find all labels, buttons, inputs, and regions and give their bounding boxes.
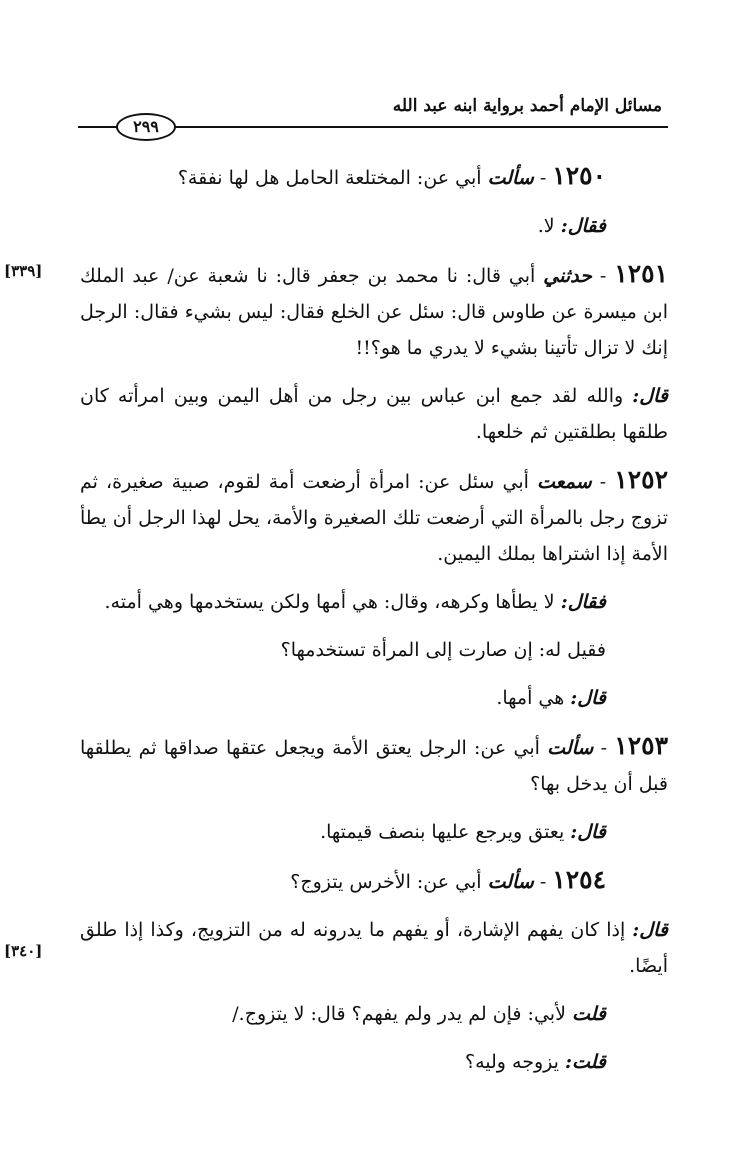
entry-text: هي أمها. [496,687,571,709]
lead-word: حدثني [543,265,592,287]
lead-word: قلت [571,1003,606,1025]
entry-1253 [80,728,668,802]
dash: - [539,871,547,893]
answer-paragraph [80,584,668,620]
lead-word: قال: [632,385,668,407]
page-number: ٢٩٩ [116,113,176,141]
entry-text: أبي سئل عن: امرأة أرضعت أمة لقوم، صبية صغيرة، ثم تزوج رجل بالمرأة التي أرضعت تلك الصغيرة والأمة، يحل لهذا الرجل أن يطأ الأمة إذا اشتراها بملك اليمين. [80,471,668,565]
lead-word: سألت [487,167,534,189]
entry-text: أبي عن: المختلعة الحامل هل لها نفقة؟ [177,167,488,189]
answer-paragraph [80,208,668,244]
lead-word: سألت [547,737,594,759]
lead-word: فقال: [560,215,606,237]
entry-number: ١٢٥٣ [614,731,668,760]
lead-word: قلت: [564,1051,606,1073]
margin-reference: [٣٤٠] [4,942,43,960]
text-body [80,158,668,1092]
answer-paragraph [80,912,668,984]
entry-1251 [80,256,668,366]
question-paragraph [80,632,668,668]
lead-word: قال: [570,687,606,709]
lead-word: قال: [632,919,668,941]
entry-text: لا. [537,215,561,237]
question-paragraph [80,1044,668,1080]
lead-word: قال: [570,821,606,843]
entry-text: والله لقد جمع ابن عباس بين رجل من أهل اليمن وبين امرأته كان طلقها بطلقتين ثم خلعها. [80,385,668,443]
entry-1254 [80,862,668,900]
dash: - [539,167,547,189]
entry-text: فقيل له: إن صارت إلى المرأة تستخدمها؟ [280,639,606,661]
entry-text: يعتق ويرجع عليها بنصف قيمتها. [320,821,571,843]
dash: - [599,471,607,493]
lead-word: فقال: [560,591,606,613]
entry-number: ١٢٥٠ [552,161,606,190]
entry-text: أبي عن: الأخرس يتزوج؟ [290,871,488,893]
question-paragraph [80,996,668,1032]
lead-word: سألت [487,871,534,893]
answer-paragraph [80,680,668,716]
entry-number: ١٢٥١ [614,259,669,288]
entry-1252 [80,462,668,572]
entry-text: أبي قال: نا محمد بن جعفر قال: نا شعبة عن/ عبد الملك ابن ميسرة عن طاوس قال: سئل عن الخلع فقال: ليس بشيء فقال: الرجل إنك لا تزال تأتينا بشيء لا يدري ما هو؟!! [80,265,668,359]
entry-number: ١٢٥٤ [552,865,606,894]
lead-word: سمعت [536,471,592,493]
answer-paragraph [80,814,668,850]
entry-text: إذا كان يفهم الإشارة، أو يفهم ما يدرونه له من التزويج، وكذا إذا طلق أيضًا. [80,919,668,977]
entry-text: يزوجه وليه؟ [465,1051,565,1073]
entry-1250 [80,158,668,196]
dash: - [600,737,608,759]
answer-paragraph [80,378,668,450]
dash: - [599,265,607,287]
margin-reference: [٣٣٩] [4,262,43,280]
entry-text: لا يطأها وكرهه، وقال: هي أمها ولكن يستخدمها وهي أمته. [104,591,561,613]
entry-text: أبي عن: الرجل يعتق الأمة ويجعل عتقها صداقها ثم يطلقها قبل أن يدخل بها؟ [80,737,668,795]
entry-number: ١٢٥٢ [614,465,669,494]
entry-text: لأبي: فإن لم يدر ولم يفهم؟ قال: لا يتزوج./ [232,1003,572,1025]
running-title: مسائل الإمام أحمد برواية ابنه عبد الله [392,96,662,116]
